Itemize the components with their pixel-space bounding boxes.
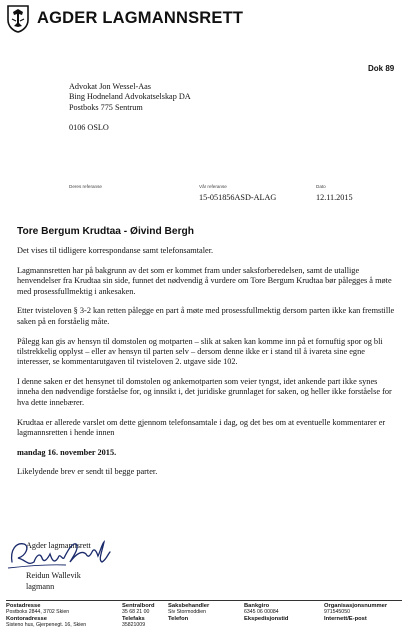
recipient-postal: 0106 OSLO (69, 123, 109, 133)
letter-date: 12.11.2015 (316, 193, 353, 202)
footer-postadresse: Postadresse Postboks 2844, 3702 Skien Kontoradresse Sisteno hus, Gjerpenegt. 16, Skien (6, 603, 87, 629)
recipient-line: Advokat Jon Wessel-Aas (69, 82, 151, 91)
subject-line: Tore Bergum Krudtaa - Øivind Bergh (17, 226, 194, 237)
handwritten-signature (6, 528, 112, 574)
court-name: AGDER LAGMANNSRETT (37, 9, 244, 27)
date-label: Dato (316, 184, 326, 189)
deadline: mandag 16. november 2015. (17, 447, 117, 457)
document-number: Dok 89 (368, 64, 395, 73)
body-paragraph: I denne saken er det hensynet til domstolen og ankemotparten som veier tyngst, idet ankende part ikke synes inneha den nødvendige forståelse for, og innsikt i, det juridiske grunnlaget for saken, og heller ikke forståelse for hva dette innebærer. (17, 377, 392, 407)
footer-divider (6, 600, 402, 601)
our-ref-label: Vår referanse (199, 184, 227, 189)
closing-line: Likelydende brev er sendt til begge parter. (17, 467, 158, 477)
footer-bankgiro: Bankgiro 6345 06 00084 Ekspedisjonstid (244, 603, 289, 622)
letter-body (17, 246, 397, 487)
recipient-line: Postboks 775 Sentrum (69, 102, 143, 112)
body-paragraph: Det vises til tidligere korrespondanse samt telefonsamtaler. (17, 246, 214, 255)
body-paragraph: Pålegg kan gis av hensyn til domstolen og motparten – slik at saken kan komme inn på et fornuftig spor og bli tilstrekkelig opplyst – eller av hensyn til parten selv – dersom denne ikke er i stand til å ivareta sine egne interesser, se kommentarutgaven til tvisteloven 2. utgave side 102. (17, 336, 383, 367)
recipient-address (69, 82, 191, 134)
signoff-court: Agder lagmannsrett (26, 541, 91, 550)
footer-organisasjon: Organisasjonsnummer 971545050 Internett/E-post (324, 603, 388, 622)
footer-sentralbord: Sentralbord 35 68 21 00 Telefaks 35821009 (122, 603, 155, 629)
body-paragraph: Etter tvisteloven § 3-2 kan retten pålegge en part å møte med prosessfullmektig dersom parten ikke kan fremstille saken på en forståelig måte. (17, 306, 395, 326)
our-ref: 15-051856ASD-ALAG (199, 193, 277, 202)
body-paragraph: Krudtaa er allerede varslet om dette gjennom telefonsamtale i dag, og det bes om at eventuelle kommentarer er lagmannsretten i hende innen (17, 417, 386, 437)
recipient-line: Bing Hodneland Advokatselskap DA (69, 92, 191, 102)
footer-saksbehandler: Saksbehandler Siv Stormoddien Telefon (168, 603, 210, 622)
coat-of-arms-logo (7, 5, 29, 33)
signoff-name: Reidun Wallevik (26, 571, 81, 581)
body-paragraph: Lagmannsretten har på bakgrunn av det som er kommet fram under saksforberedelsen, samt de utallige henvendelser fra Krudtaa sin side, funnet det nødvendig å vurdere om Tore Bergum Krudtaa bør pålegges å møte med prosessfullmektig i ankesaken. (17, 265, 392, 296)
your-ref-label: Deres referanse (69, 184, 102, 189)
signoff-title: lagmann (26, 581, 55, 591)
